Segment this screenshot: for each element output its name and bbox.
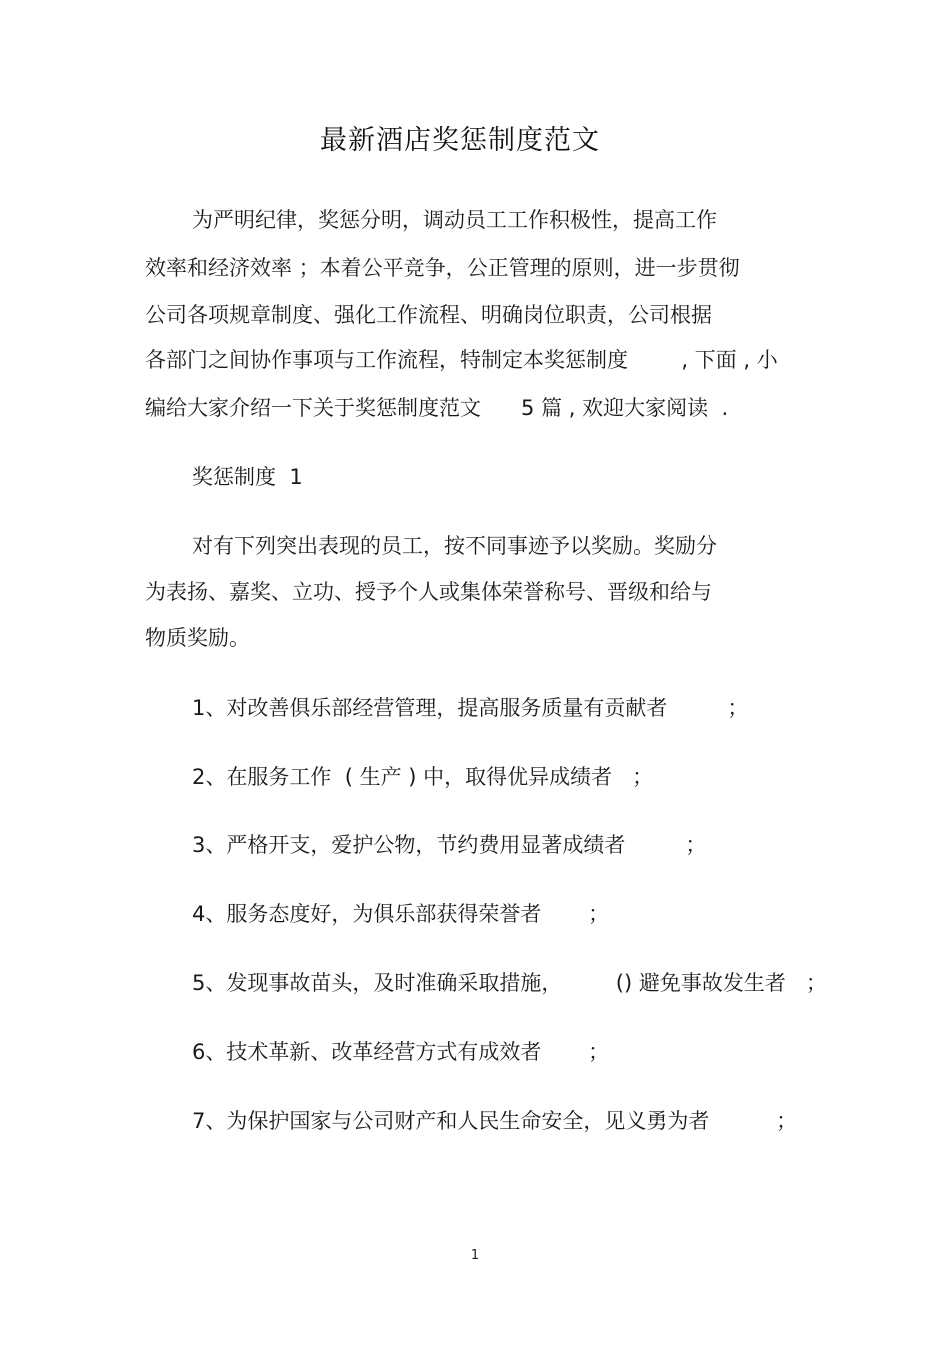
- intro-line: 编给大家介绍一下关于奖惩制度范文 5 篇 , 欢迎大家阅读 .: [145, 396, 729, 420]
- document-title: 最新酒店奖惩制度范文: [320, 125, 600, 156]
- section-intro-line: 对有下列突出表现的员工，按不同事迹予以奖励。奖励分: [192, 534, 717, 558]
- reward-item: 3、严格开支，爱护公物，节约费用显著成绩者 ；: [192, 833, 707, 857]
- section-heading: 奖惩制度 1: [192, 465, 303, 489]
- intro-line: 各部门之间协作事项与工作流程，特制定本奖惩制度 , 下面 , 小: [145, 348, 778, 372]
- reward-item: 7、为保护国家与公司财产和人民生命安全，见义勇为者 ；: [192, 1109, 798, 1133]
- intro-line: 为严明纪律，奖惩分明，调动员工工作积极性，提高工作: [192, 208, 717, 232]
- page-number: 1: [470, 1248, 480, 1263]
- intro-line: 公司各项规章制度、强化工作流程、明确岗位职责，公司根据: [145, 303, 712, 327]
- section-intro-line: 为表扬、嘉奖、立功、授予个人或集体荣誉称号、晋级和给与: [145, 580, 712, 604]
- section-intro-line: 物质奖励。: [145, 626, 250, 650]
- reward-item: 2、在服务工作 ( 生产 ) 中，取得优异成绩者 ；: [192, 765, 654, 789]
- intro-line: 效率和经济效率 ；本着公平竞争，公正管理的原则，进一步贯彻: [145, 256, 740, 280]
- reward-item: 5、发现事故苗头，及时准确采取措施， () 避免事故发生者 ；: [192, 971, 827, 995]
- reward-item: 1、对改善俱乐部经营管理，提高服务质量有贡献者 ；: [192, 696, 749, 720]
- reward-item: 4、服务态度好，为俱乐部获得荣誉者 ；: [192, 902, 610, 926]
- reward-item: 6、技术革新、改革经营方式有成效者 ；: [192, 1040, 610, 1064]
